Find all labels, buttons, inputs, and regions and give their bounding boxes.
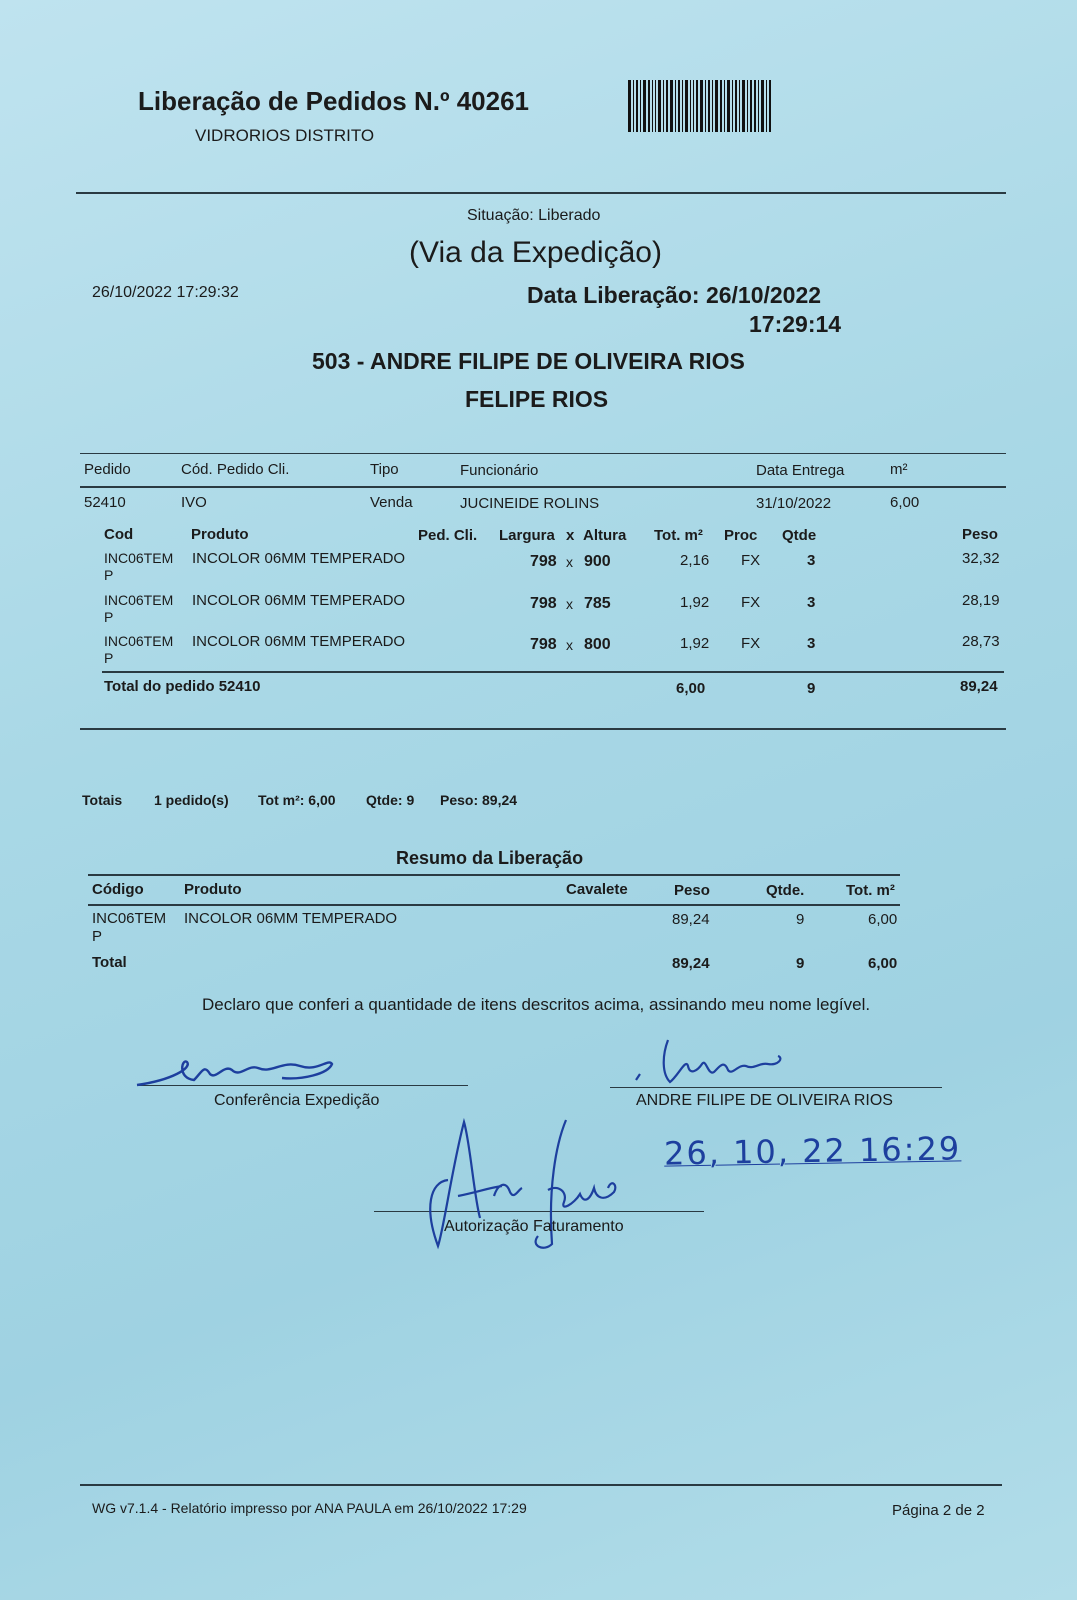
item-produto: INCOLOR 06MM TEMPERADO	[192, 592, 406, 609]
summary-peso: 89,24	[672, 911, 710, 928]
item-qtde: 3	[807, 594, 816, 611]
section-divider	[80, 728, 1006, 730]
items-header-peso: Peso	[962, 526, 998, 543]
col-header-data-entrega: Data Entrega	[756, 462, 845, 479]
item-altura: 900	[584, 553, 611, 570]
signature-label-client: ANDRE FILIPE DE OLIVEIRA RIOS	[636, 1092, 893, 1109]
order-total-peso: 89,24	[960, 678, 998, 695]
item-produto: INCOLOR 06MM TEMPERADO	[192, 550, 406, 567]
item-x: x	[566, 596, 573, 612]
items-header-altura: Altura	[583, 527, 627, 544]
item-peso: 28,19	[962, 592, 1000, 609]
totals-label: Totais	[82, 792, 123, 808]
item-proc: FX	[741, 552, 761, 569]
summary-title: Resumo da Liberação	[396, 848, 584, 868]
item-peso: 32,32	[962, 550, 1000, 567]
summary-codigo: INC06TEM	[92, 910, 167, 927]
item-cod-suffix: P	[104, 609, 114, 625]
item-qtde: 3	[807, 552, 816, 569]
summary-total-peso: 89,24	[672, 955, 710, 972]
handwritten-date: 26, 10, 22 16:29	[663, 1129, 962, 1173]
item-altura: 800	[584, 636, 611, 653]
items-total-line	[102, 671, 1004, 673]
item-x: x	[566, 637, 573, 653]
barcode	[628, 80, 773, 132]
order-tipo: Venda	[370, 494, 413, 511]
summary-qtde: 9	[796, 911, 805, 928]
order-table-header-line	[80, 486, 1006, 488]
items-header-proc: Proc	[724, 527, 758, 544]
signature-client	[628, 1036, 798, 1088]
item-largura: 798	[530, 553, 557, 570]
summary-top-line	[88, 874, 900, 876]
signature-label-autorizacao: Autorização Faturamento	[444, 1218, 624, 1235]
summary-header-produto: Produto	[184, 881, 242, 898]
footer-divider	[80, 1484, 1002, 1486]
item-produto: INCOLOR 06MM TEMPERADO	[192, 633, 406, 650]
signature-conferencia	[132, 1050, 352, 1090]
item-cod: INC06TEM	[104, 592, 174, 608]
summary-header-codigo: Código	[92, 881, 144, 898]
order-m2: 6,00	[890, 494, 920, 511]
summary-codigo-suffix: P	[92, 928, 103, 945]
item-largura: 798	[530, 595, 557, 612]
totals-pedidos: 1 pedido(s)	[154, 792, 229, 808]
item-cod-suffix: P	[104, 567, 114, 583]
items-header-largura: Largura	[499, 527, 555, 544]
footer-page-number: Página 2 de 2	[892, 1502, 985, 1519]
item-proc: FX	[741, 635, 761, 652]
item-cod-suffix: P	[104, 650, 114, 666]
order-table-top-line	[80, 453, 1006, 454]
order-total-label: Total do pedido 52410	[104, 678, 261, 695]
release-date: Data Liberação: 26/10/2022	[527, 282, 822, 308]
item-tot-m2: 1,92	[680, 594, 710, 611]
items-header-x: x	[566, 527, 575, 544]
declaration-text: Declaro que conferi a quantidade de itens descritos acima, assinando meu nome legível.	[202, 995, 871, 1014]
document-title: Liberação de Pedidos N.º 40261	[138, 86, 529, 116]
print-datetime: 26/10/2022 17:29:32	[92, 284, 239, 301]
status-text: Situação: Liberado	[467, 207, 601, 224]
items-header-cod: Cod	[104, 526, 134, 543]
col-header-cod-cli: Cód. Pedido Cli.	[181, 461, 290, 478]
header-divider	[76, 192, 1006, 194]
item-cod: INC06TEM	[104, 633, 174, 649]
totals-m2: Tot m²: 6,00	[258, 792, 336, 808]
summary-total-m2: 6,00	[868, 955, 898, 972]
item-x: x	[566, 554, 573, 570]
summary-header-line	[88, 904, 900, 906]
item-altura: 785	[584, 595, 611, 612]
client-short-name: FELIPE RIOS	[465, 386, 609, 412]
summary-total-qtde: 9	[796, 955, 805, 972]
summary-total-label: Total	[92, 954, 127, 971]
totals-peso: Peso: 89,24	[440, 792, 518, 808]
item-proc: FX	[741, 594, 761, 611]
footer-report-text: WG v7.1.4 - Relatório impresso por ANA PAULA em 26/10/2022 17:29	[92, 1500, 527, 1516]
col-header-tipo: Tipo	[370, 461, 399, 478]
item-qtde: 3	[807, 635, 816, 652]
copy-label: (Via da Expedição)	[409, 236, 662, 269]
col-header-pedido: Pedido	[84, 461, 131, 478]
totals-qtde: Qtde: 9	[366, 792, 415, 808]
summary-header-peso: Peso	[674, 882, 710, 899]
client-name: 503 - ANDRE FILIPE DE OLIVEIRA RIOS	[312, 348, 745, 374]
item-tot-m2: 1,92	[680, 635, 710, 652]
company-name: VIDRORIOS DISTRITO	[195, 126, 375, 145]
items-header-produto: Produto	[191, 526, 249, 543]
summary-header-tot-m2: Tot. m²	[846, 882, 895, 899]
summary-header-cavalete: Cavalete	[566, 881, 628, 898]
order-cod-cli: IVO	[181, 494, 207, 511]
item-largura: 798	[530, 636, 557, 653]
item-peso: 28,73	[962, 633, 1000, 650]
item-tot-m2: 2,16	[680, 552, 710, 569]
release-time: 17:29:14	[749, 311, 842, 337]
order-funcionario: JUCINEIDE ROLINS	[460, 495, 600, 512]
item-cod: INC06TEM	[104, 550, 174, 566]
summary-produto: INCOLOR 06MM TEMPERADO	[184, 910, 398, 927]
col-header-funcionario: Funcionário	[460, 462, 539, 479]
order-total-m2: 6,00	[676, 680, 706, 697]
order-pedido: 52410	[84, 494, 126, 511]
items-header-tot-m2: Tot. m²	[654, 527, 703, 544]
summary-tot-m2: 6,00	[868, 911, 898, 928]
order-total-qtde: 9	[807, 680, 816, 697]
items-header-qtde: Qtde	[782, 527, 817, 544]
order-data-entrega: 31/10/2022	[756, 495, 832, 512]
items-header-ped-cli: Ped. Cli.	[418, 527, 478, 544]
summary-header-qtde: Qtde.	[766, 882, 805, 899]
col-header-m2: m²	[890, 461, 908, 478]
signature-label-conferencia: Conferência Expedição	[214, 1092, 380, 1109]
